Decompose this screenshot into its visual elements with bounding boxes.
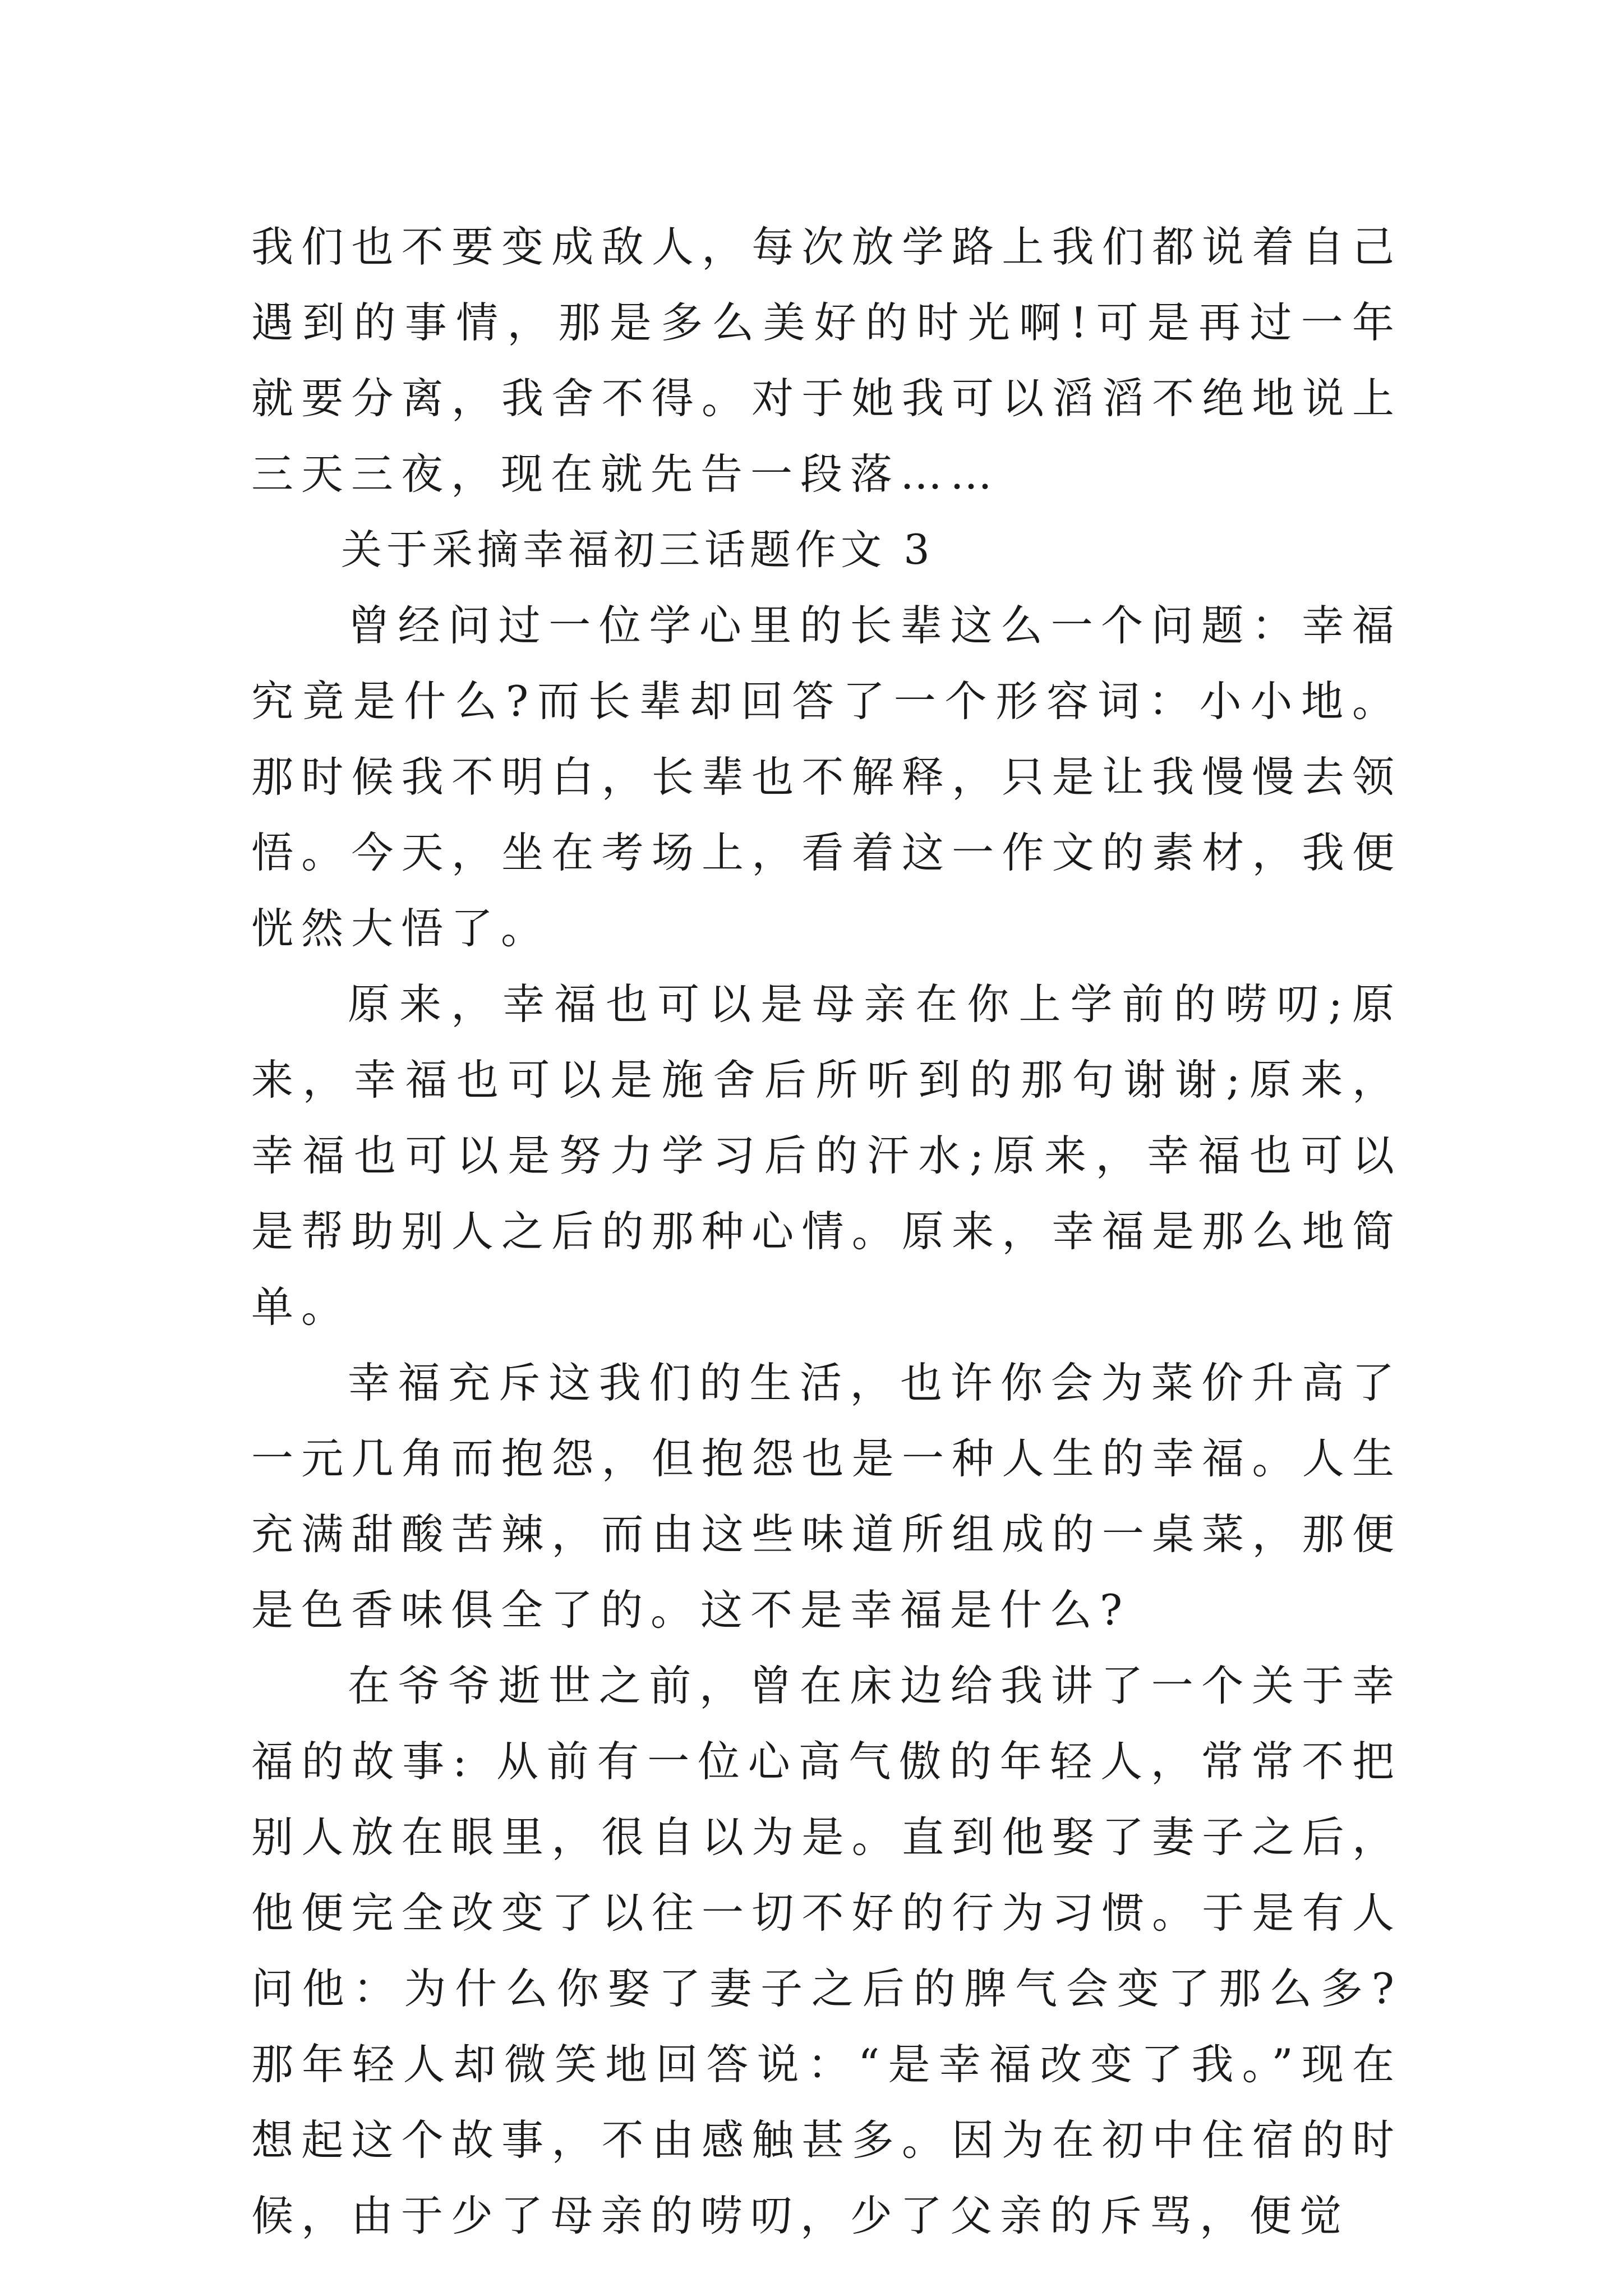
paragraph: 幸福充斥这我们的生活，也许你会为菜价升高了一元几角而抱怨，但抱怨也是一种人生的幸福。人生充满甜酸苦辣，而由这些味道所组成的一桌菜，那便是色香味俱全了的。这不是幸福是什么? [251, 1358, 1402, 1635]
paragraph-continuation: 我们也不要变成敌人，每次放学路上我们都说着自己遇到的事情，那是多么美好的时光啊!可是再过一年就要分离，我舍不得。对于她我可以滔滔不绝地说上三天三夜，现在就先告一段落…… [251, 222, 1402, 499]
paragraph: 曾经问过一位学心里的长辈这么一个问题：幸福究竟是什么?而长辈却回答了一个形容词：小小地。那时候我不明白，长辈也不解释，只是让我慢慢去领悟。今天，坐在考场上，看着这一作文的素材，我便恍然大悟了。 [251, 601, 1402, 953]
essay-title: 关于采摘幸福初三话题作文 3 [341, 526, 934, 574]
paragraph: 在爷爷逝世之前，曾在床边给我讲了一个关于幸福的故事: 从前有一位心高气傲的年轻人，常常不把别人放在眼里，很自以为是。直到他娶了妻子之后，他便完全改变了以往一切不好的行为习惯。于是有人问他：为什么你娶了妻子之后的脾气会变了那么多?那年轻人却微笑地回答说：“是幸福改变了我。”现在想起这个故事，不由感触甚多。因为在初中住宿的时候，由于少了母亲的唠叨，少了父亲的斥骂，便觉 [251, 1661, 1402, 2240]
paragraph: 原来，幸福也可以是母亲在你上学前的唠叨;原来，幸福也可以是施舍后所听到的那句谢谢;原来，幸福也可以是努力学习后的汗水;原来，幸福也可以是帮助别人之后的那种心情。原来，幸福是那么地简单。 [251, 979, 1402, 1332]
essay-body [251, 209, 1402, 2254]
